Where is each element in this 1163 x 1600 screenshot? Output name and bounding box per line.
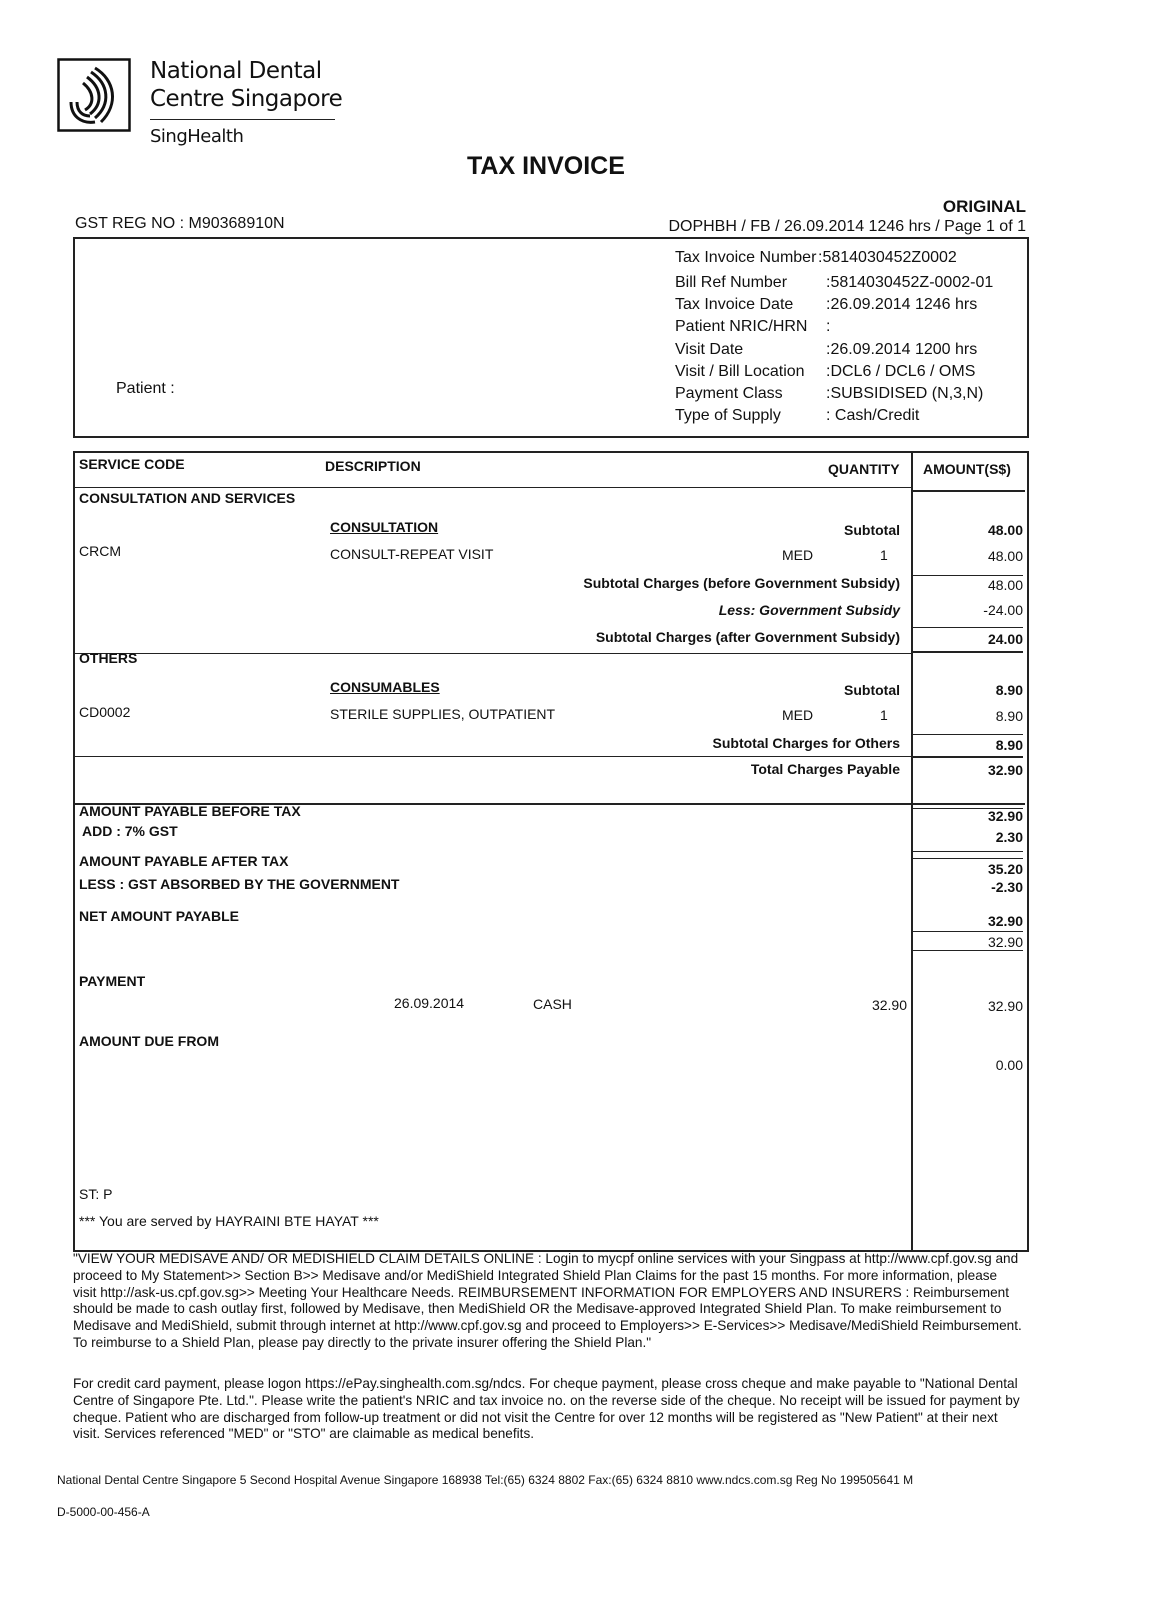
info-value: :26.09.2014 1246 hrs [826, 296, 978, 313]
section-title-consultation: CONSULTATION AND SERVICES [79, 490, 296, 506]
logo-divider [150, 119, 335, 120]
payment-info-paragraph: For credit card payment, please logon https://ePay.singhealth.com.sg/ndcs. For cheque payment, please cross cheque and make payable to "National Dental Centre of Singapore Pte. Ltd.". Please write the patient's NRIC and tax invoice no. on the reverse side of the cheque. No receipt will be issued for payment by cheque. Patient who are discharged from follow-up treatment or did not visit the Centre for over 12 months will be registered as "New Patient" at their next visit. Services referenced "MED" or "STO" are claimable as medical benefits. [73, 1376, 1020, 1442]
amount-rule [913, 651, 1023, 653]
copy-label: ORIGINAL [942, 197, 1026, 216]
amount-due-value: 0.00 [995, 1057, 1023, 1073]
item-description: STERILE SUPPLIES, OUTPATIENT [330, 706, 556, 722]
after-tax-value: 35.20 [987, 861, 1023, 877]
gst-absorbed-value: -2.30 [991, 879, 1023, 895]
patient-label: Patient : [116, 380, 175, 397]
info-label: Tax Invoice Number [675, 249, 817, 266]
amount-rule [913, 575, 1023, 576]
col-header-service-code: SERVICE CODE [79, 456, 185, 472]
amount-rule [913, 627, 1023, 628]
table-divider [75, 487, 913, 488]
info-value: :SUBSIDISED (N,3,N) [826, 385, 984, 402]
status-code: ST: P [79, 1186, 113, 1202]
footer-address: National Dental Centre Singapore 5 Second Hospital Avenue Singapore 168938 Tel:(65) 6324 8802 Fax:(65) 6324 8810 www.ndcs.com.sg Reg No 199505641 M [57, 1473, 914, 1487]
info-label: Type of Supply [675, 407, 781, 424]
served-by: *** You are served by HAYRAINI BTE HAYAT *** [79, 1213, 379, 1229]
subtotal-label: Subtotal [844, 682, 900, 698]
info-label: Tax Invoice Date [675, 296, 794, 313]
subtotal-before-subsidy-label: Subtotal Charges (before Government Subsidy) [583, 575, 900, 591]
info-value: :DCL6 / DCL6 / OMS [826, 363, 976, 380]
payment-paid: 32.90 [871, 997, 907, 1013]
gst-value: 2.30 [995, 829, 1023, 845]
government-subsidy-value: -24.00 [983, 602, 1023, 618]
item-description: CONSULT-REPEAT VISIT [330, 546, 494, 562]
net-amount-value: 32.90 [987, 913, 1023, 929]
col-header-amount: AMOUNT(S$) [923, 461, 1011, 477]
section-title-others: OTHERS [79, 650, 138, 666]
item-amount: 8.90 [995, 708, 1023, 724]
amount-rule [913, 756, 1023, 758]
government-subsidy-label: Less: Government Subsidy [718, 602, 900, 618]
gst-reg-number: GST REG NO : M90368910N [75, 215, 285, 232]
info-label: Payment Class [675, 385, 783, 402]
amount-rule [913, 950, 1023, 951]
subtotal-after-subsidy-value: 24.00 [987, 631, 1023, 647]
item-amount: 48.00 [987, 548, 1023, 564]
page-title: TAX INVOICE [467, 152, 625, 180]
payment-label: PAYMENT [79, 973, 146, 989]
section-divider [75, 653, 913, 654]
section-divider [75, 756, 913, 757]
amount-rule [913, 734, 1023, 735]
claim-info-paragraph: "VIEW YOUR MEDISAVE AND/ OR MEDISHIELD CLAIM DETAILS ONLINE : Login to mycpf online services with your Singpass at http://www.cpf.gov.sg and proceed to My Statement>> Section B>> Medisave and/or MediShield Integrated Shield Plan Claims for the past 15 months. For more information, please visit http://ask-us.cpf.gov.sg>> Meeting Your Healthcare Needs. REIMBURSEMENT INFORMATION FOR EMPLOYERS AND INSURERS : Reimbursement should be made to cash outlay first, followed by Medisave, then MediShield OR the Medisave-approved Integrated Shield Plan. To make reimbursement to Medisave and MediShield, submit through internet at http://www.cpf.gov.sg and proceed to Employers>> E-Services>> Medisave/MediShield Reimbursement. To reimburse to a Shield Plan, please pay directly to the private insurer offering the Shield Plan." [73, 1251, 1022, 1350]
payment-date: 26.09.2014 [394, 995, 465, 1011]
subtotal-before-subsidy-value: 48.00 [987, 577, 1023, 593]
info-value: :5814030452Z0002 [818, 249, 957, 266]
form-code: D-5000-00-456-A [57, 1505, 150, 1519]
subtotal-others-label: Subtotal Charges for Others [712, 735, 900, 751]
amount-rule [913, 851, 1023, 852]
gst-absorbed-label: LESS : GST ABSORBED BY THE GOVERNMENT [79, 876, 400, 892]
charges-table [73, 451, 1029, 1252]
total-charges-value: 32.90 [987, 762, 1023, 778]
subtotal-others-value: 8.90 [995, 737, 1023, 753]
net-amount-label: NET AMOUNT PAYABLE [79, 908, 239, 924]
payment-amount: 32.90 [987, 998, 1023, 1014]
org-name-line1: National Dental [150, 58, 322, 84]
item-type: MED [782, 707, 814, 723]
info-label: Patient NRIC/HRN [675, 318, 808, 335]
info-value: : Cash/Credit [826, 407, 920, 424]
payment-mode: CASH [533, 996, 572, 1012]
col-header-description: DESCRIPTION [325, 458, 421, 474]
ndcs-logo [57, 58, 131, 132]
info-label: Bill Ref Number [675, 274, 788, 291]
net-amount-value-repeat: 32.90 [987, 934, 1023, 950]
info-value: :5814030452Z-0002-01 [826, 274, 994, 291]
ndcs-logo-icon [57, 58, 131, 132]
info-value: :26.09.2014 1200 hrs [826, 341, 978, 358]
item-code: CD0002 [79, 704, 131, 720]
item-code: CRCM [79, 543, 121, 559]
amount-due-label: AMOUNT DUE FROM [79, 1033, 219, 1049]
item-type: MED [782, 547, 814, 563]
org-cluster: SingHealth [150, 126, 244, 147]
gst-label: ADD : 7% GST [82, 823, 178, 839]
org-name-line2: Centre Singapore [150, 86, 343, 112]
before-tax-value: 32.90 [987, 808, 1023, 824]
subtotal-after-subsidy-label: Subtotal Charges (after Government Subsidy) [595, 629, 900, 645]
table-divider [911, 490, 1025, 492]
before-tax-label: AMOUNT PAYABLE BEFORE TAX [79, 803, 301, 819]
group-title-consultation: CONSULTATION [330, 519, 439, 535]
subtotal-value: 48.00 [987, 522, 1023, 538]
info-value: : [826, 318, 831, 335]
col-header-quantity: QUANTITY [828, 461, 900, 477]
group-title-consumables: CONSUMABLES [330, 679, 440, 695]
item-quantity: 1 [880, 707, 888, 723]
item-quantity: 1 [880, 547, 888, 563]
after-tax-label: AMOUNT PAYABLE AFTER TAX [79, 853, 289, 869]
info-label: Visit / Bill Location [675, 363, 805, 380]
amount-rule [913, 931, 1023, 932]
subtotal-value: 8.90 [995, 682, 1023, 698]
subtotal-label: Subtotal [844, 522, 900, 538]
total-charges-label: Total Charges Payable [750, 761, 900, 777]
amount-rule [913, 858, 1023, 859]
info-label: Visit Date [675, 341, 744, 358]
print-reference: DOPHBH / FB / 26.09.2014 1246 hrs / Page 1 of 1 [668, 218, 1026, 235]
